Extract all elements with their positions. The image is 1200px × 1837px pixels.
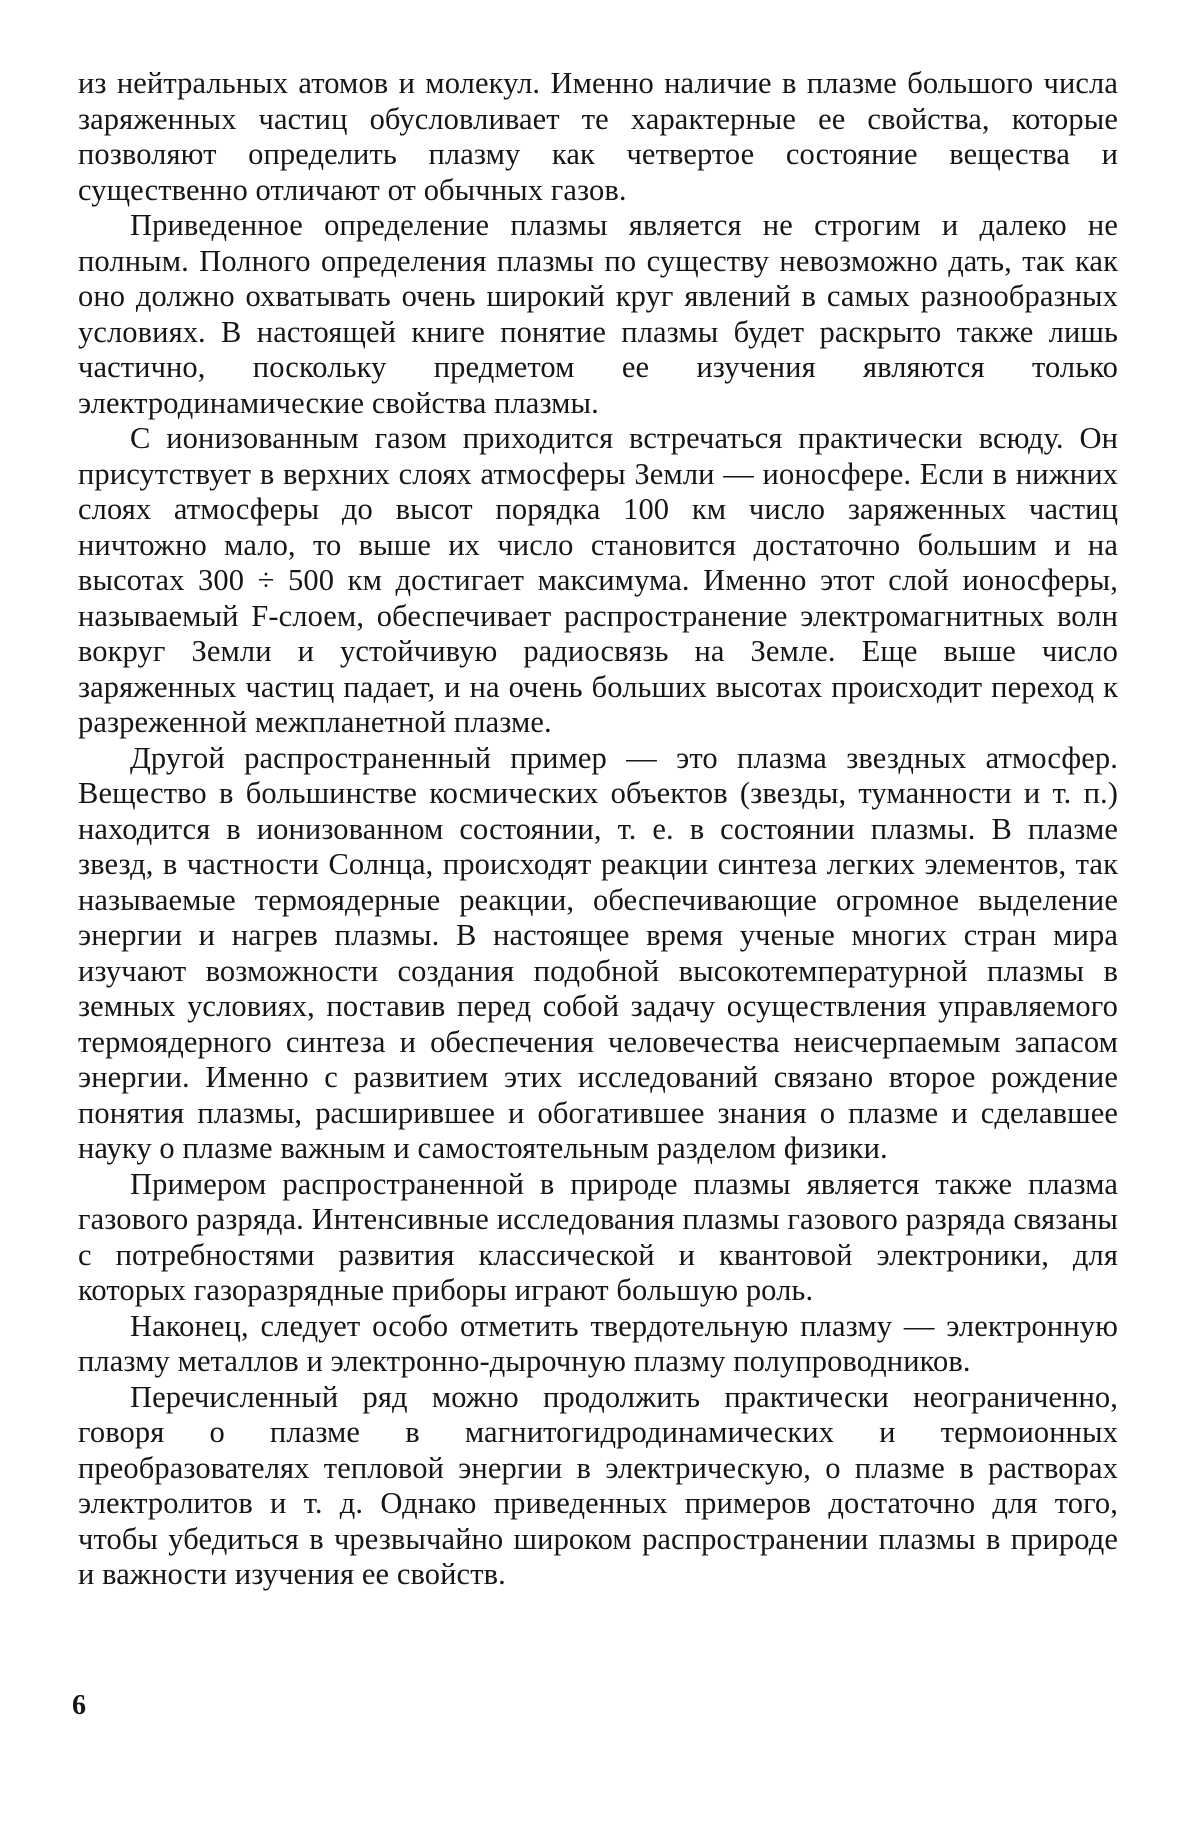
body-text xyxy=(78,66,1118,1593)
paragraph-solid-state-plasma: Наконец, следует особо отметить твердотельную плазму — электронную плазму металлов и электронно-дырочную плазму полупроводников. xyxy=(78,1308,1118,1378)
paragraph-stellar-plasma: Другой распространенный пример — это плазма звездных атмосфер. Вещество в большинстве космических объектов (звезды, туманности и т. п.) находится в ионизованном состоянии, т. е. в состоянии плазмы. В плазме звезд, в частности Солнца, происходят реакции синтеза легких элементов, так называемые термоядерные реакции, обеспечивающие огромное выделение энергии и нагрев плазмы. В настоящее время ученые многих стран мира изучают возможности создания подобной высокотемпературной плазмы в земных условиях, поставив перед собой задачу осуществления управляемого термоядерного синтеза и обеспечения человечества неисчерпаемым запасом энергии. Именно с развитием этих исследований связано второе рождение понятия плазмы, расширившее и обогатившее знания о плазме и сделавшее науку о плазме важным и самостоятельным разделом физики. xyxy=(78,740,1118,1165)
page-number: 6 xyxy=(72,1690,86,1721)
paragraph-plasma-definition: Приведенное определение плазмы является не строгим и далеко не полным. Полного определения плазмы по существу невозможно дать, так как оно должно охватывать очень широкий круг явлений в самых разнообразных условиях. В настоящей книге понятие плазмы будет раскрыто также лишь частично, поскольку предметом ее изучения являются только электродинамические свойства плазмы. xyxy=(78,208,1118,420)
paragraph-conclusion: Перечисленный ряд можно продолжить практически неограниченно, говоря о плазме в магнитогидродинамических и термоионных преобразователях тепловой энергии в электрическую, о плазме в растворах электролитов и т. д. Однако приведенных примеров достаточно для того, чтобы убедиться в чрезвычайно широком распространении плазмы в природе и важности изучения ее свойств. xyxy=(78,1379,1118,1591)
paragraph-ionosphere: С ионизованным газом приходится встречаться практически всюду. Он присутствует в верхних слоях атмосферы Земли — ионосфере. Если в нижних слоях атмосферы до высот порядка 100 км число заряженных частиц ничтожно мало, то выше их число становится достаточно большим и на высотах 300 ÷ 500 км достигает максимума. Именно этот слой ионосферы, называемый F-слоем, обеспечивает распространение электромагнитных волн вокруг Земли и устойчивую радиосвязь на Земле. Еще выше число заряженных частиц падает, и на очень больших высотах происходит переход к разреженной межпланетной плазме. xyxy=(78,421,1118,739)
paragraph-continuation: из нейтральных атомов и молекул. Именно наличие в плазме большого числа заряженных частиц обусловливает те характерные ее свойства, которые позволяют определить плазму как четвертое состояние вещества и существенно отличают от обычных газов. xyxy=(78,66,1118,207)
paragraph-gas-discharge: Примером распространенной в природе плазмы является также плазма газового разряда. Интенсивные исследования плазмы газового разряда связаны с потребностями развития классической и квантовой электроники, для которых газоразрядные приборы играют большую роль. xyxy=(78,1166,1118,1307)
